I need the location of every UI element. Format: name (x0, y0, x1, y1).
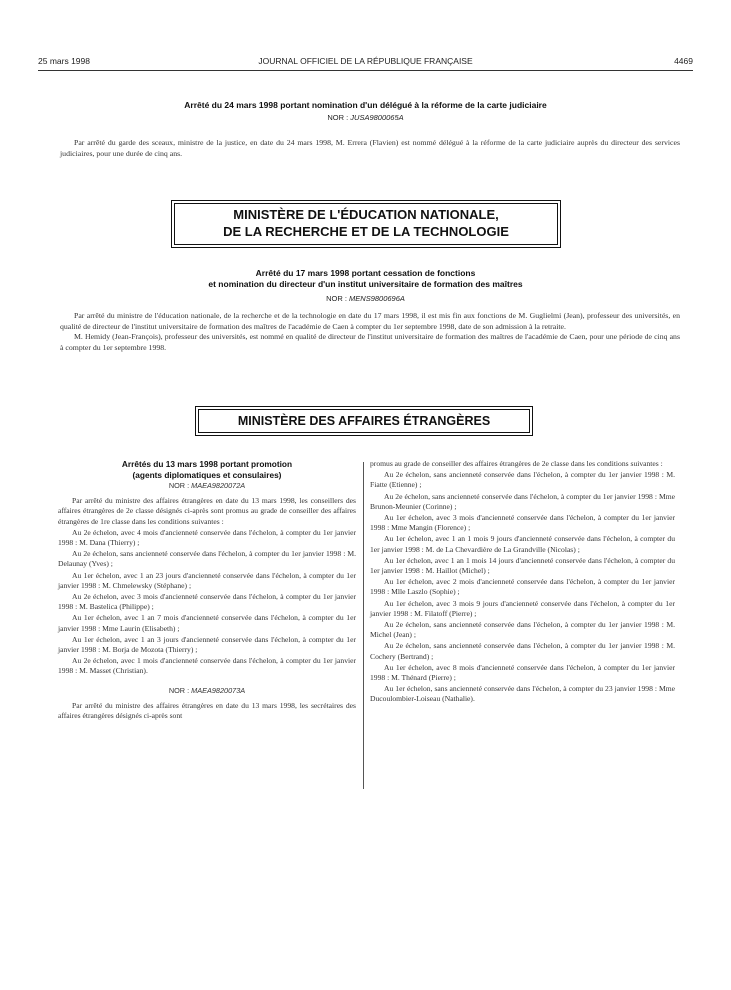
header-date: 25 mars 1998 (38, 56, 90, 66)
column-divider (363, 462, 364, 789)
header-page-number: 4469 (674, 56, 693, 66)
nor-code: JUSA9800065A (350, 113, 404, 122)
paragraph: Par arrêté du ministre des affaires étrangères en date du 13 mars 1998, les conseillers des affaires étrangères de 2e classe désignés ci-après sont promus au grade de conseiller des affaires étrangères de 1re classe dans les conditions suivantes : (58, 496, 356, 526)
header-rule (38, 70, 693, 71)
arrete2-title (38, 268, 693, 290)
paragraph: Par arrêté du ministre des affaires étrangères en date du 13 mars 1998, les secrétaires des affaires étrangères désignés ci-après sont (58, 700, 356, 721)
paragraph: Au 1er échelon, avec 1 an 1 mois 14 jours d'ancienneté conservée dans l'échelon, à compter du 1er janvier 1998 : M. Haillot (Michel) ; (370, 555, 675, 576)
paragraph: Au 1er échelon, avec 1 an 7 mois d'ancienneté conservée dans l'échelon, à compter du 1er janvier 1998 : Mme Laurin (Elisabeth) ; (58, 613, 356, 633)
paragraph: Au 2e échelon, sans ancienneté conservée dans l'échelon, à compter du 1er janvier 1998 : M. Fiatte (Etienne) ; (370, 470, 675, 490)
paragraph: Au 2e échelon, sans ancienneté conservée dans l'échelon, à compter du 1er janvier 1998 : Mme Brunon-Meunier (Corinne) ; (370, 491, 675, 511)
column-right (370, 459, 675, 706)
paragraph: Par arrêté du ministre de l'éducation nationale, de la recherche et de la technologie en date du 17 mars 1998, il est mis fin aux fonctions de M. Guglielmi (Jean), professeur des universités, en qualité de directeur de l'institut universitaire de formation des maîtres de l'académie de Caen à compter du 1er septembre 1998, date de son admission à la retraite. (60, 311, 680, 331)
nor-label: NOR : (168, 481, 190, 490)
arrete2-title-line2: et nomination du directeur d'un institut universitaire de formation des maîtres (208, 279, 523, 289)
paragraph: Au 1er échelon, avec 1 an 1 mois 9 jours d'ancienneté conservée dans l'échelon, à compter du 1er janvier 1998 : M. de La Chevardière de La Grandville (Nicolas) ; (370, 534, 675, 554)
paragraph: Au 2e échelon, sans ancienneté conservée dans l'échelon, à compter du 1er janvier 1998 : M. Delaunay (Yves) ; (58, 549, 356, 569)
ministry-name-line1: MINISTÈRE DES AFFAIRES ÉTRANGÈRES (237, 414, 491, 428)
nor-label: NOR : (327, 113, 349, 122)
paragraph: Au 1er échelon, avec 3 mois 9 jours d'ancienneté conservée dans l'échelon, à compter du 1er janvier 1998 : M. Filatoff (Pierre) ; (370, 598, 675, 618)
paragraph: Au 1er échelon, sans ancienneté conservée dans l'échelon, à compter du 23 janvier 1998 : Mme Ducoulombier-Loiseau (Nathalie). (370, 684, 675, 704)
arrete2-title-line1: Arrêté du 17 mars 1998 portant cessation de fonctions (255, 268, 476, 278)
arrete1-title: Arrêté du 24 mars 1998 portant nomination d'un délégué à la réforme de la carte judiciaire (184, 100, 547, 110)
ministry-education-box (174, 203, 558, 245)
arrete3-title-line1: Arrêtés du 13 mars 1998 portant promotion (121, 459, 293, 469)
arrete3-nor1 (58, 481, 356, 491)
nor-code: MENS9800696A (349, 294, 405, 303)
column-left (58, 459, 356, 722)
nor-label: NOR : (326, 294, 347, 303)
nor-label: NOR : (168, 685, 190, 695)
paragraph: promus au grade de conseiller des affaires étrangères de 2e classe dans les conditions suivantes : (370, 459, 663, 468)
paragraph: Au 1er échelon, avec 1 an 23 jours d'ancienneté conservée dans l'échelon, à compter du 1er janvier 1998 : M. Chmelewsky (Stéphane) ; (58, 570, 356, 590)
header-journal-title: JOURNAL OFFICIEL DE LA RÉPUBLIQUE FRANÇAISE (258, 56, 473, 66)
paragraph: Par arrêté du garde des sceaux, ministre de la justice, en date du 24 mars 1998, M. Errera (Flavien) est nommé délégué à la réforme de la carte judiciaire auprès du directeur des services judiciaires, pour une durée de cinq ans. (60, 138, 680, 158)
paragraph: Au 2e échelon, avec 3 mois d'ancienneté conservée dans l'échelon, à compter du 1er janvier 1998 : M. Bastelica (Philippe) ; (58, 592, 356, 612)
paragraph: Au 1er échelon, avec 1 an 3 jours d'ancienneté conservée dans l'échelon, à compter du 1er janvier 1998 : M. Borja de Mozota (Thierry) ; (58, 634, 356, 655)
paragraph: Au 1er échelon, avec 3 mois d'ancienneté conservée dans l'échelon, à compter du 1er janvier 1998 : Mme Mangin (Florence) ; (370, 513, 675, 533)
arrete1-body (60, 138, 680, 159)
paragraph: Au 2e échelon, avec 1 mois d'ancienneté conservée dans l'échelon, à compter du 1er janvier 1998 : M. Masset (Christian). (58, 656, 356, 676)
arrete1-nor (38, 113, 693, 122)
arrete3-nor2 (58, 686, 356, 696)
ministry-name-line1: MINISTÈRE DE L'ÉDUCATION NATIONALE, (233, 207, 499, 222)
arrete2-body (60, 311, 680, 353)
nor-code: MAEA9820073A (191, 685, 246, 695)
paragraph: Au 1er échelon, avec 2 mois d'ancienneté conservée dans l'échelon, à compter du 1er janvier 1998 : Mlle Laszlo (Sophie) ; (370, 577, 675, 597)
paragraph: M. Hemidy (Jean-François), professeur des universités, est nommé en qualité de directeur de l'institut universitaire de formation des maîtres de l'académie de Caen, pour une période de cinq ans à compter du 1er septembre 1998. (60, 332, 680, 352)
arrete2-nor (38, 294, 693, 303)
paragraph: Au 2e échelon, avec 4 mois d'ancienneté conservée dans l'échelon, à compter du 1er janvier 1998 : M. Dana (Thierry) ; (58, 527, 356, 548)
paragraph: Au 1er échelon, avec 8 mois d'ancienneté conservée dans l'échelon, à compter du 1er janvier 1998 : M. Thénard (Pierre) ; (370, 662, 675, 683)
arrete3-title-line2: (agents diplomatiques et consulaires) (132, 469, 282, 480)
ministry-foreign-affairs-box (198, 409, 530, 433)
nor-code: MAEA9820072A (191, 481, 246, 490)
paragraph: Au 2e échelon, sans ancienneté conservée dans l'échelon, à compter du 1er janvier 1998 : M. Michel (Jean) ; (370, 620, 675, 640)
paragraph: Au 2e échelon, sans ancienneté conservée dans l'échelon, à compter du 1er janvier 1998 : M. Cochery (Bertrand) ; (370, 641, 675, 661)
ministry-name-line2: DE LA RECHERCHE ET DE LA TECHNOLOGIE (223, 224, 509, 239)
